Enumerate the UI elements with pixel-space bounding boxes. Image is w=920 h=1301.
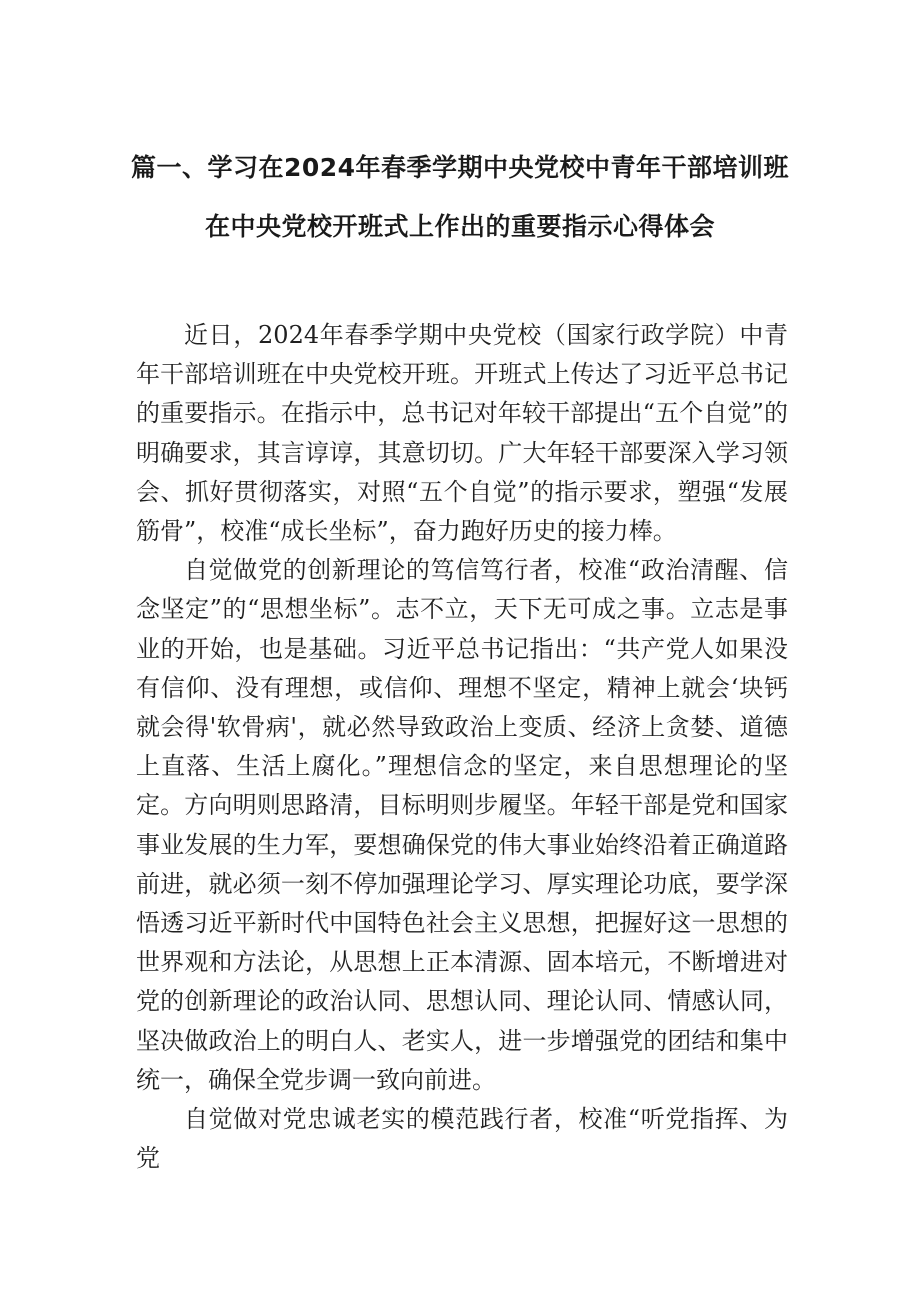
document-body (136, 316, 788, 1178)
body-paragraph: 自觉做对党忠诚老实的模范践行者，校准“听党指挥、为党 (136, 1105, 788, 1173)
document-title-line-2: 在中央党校开班式上作出的重要指示心得体会 (204, 212, 715, 241)
document-title-line-1: 篇一、学习在2024年春季学期中央党校中青年干部培训班 (130, 153, 790, 182)
body-paragraph: 自觉做党的创新理论的笃信笃行者，校准“政治清醒、信念坚定”的“思想坐标”。志不立，天下无可成之事。立志是事业的开始，也是基础。习近平总书记指出：“共产党人如果没有信仰、没有理想，或信仰、理想不坚定，精神上就会‘块钙就会得'软骨病'，就必然导致政治上变质、经济上贪婪、道德上直落、生活上腐化。”理想信念的坚定，来自思想理论的坚定。方向明则思路清，目标明则步履坚。年轻干部是党和国家事业发展的生力军，要想确保党的伟大事业始终沿着正确道路前进，就必须一刻不停加强理论学习、厚实理论功底，要学深悟透习近平新时代中国特色社会主义思想，把握好这一思想的世界观和方法论，从思想上正本清源、固本培元，不断增进对党的创新理论的政治认同、思想认同、理论认同、情感认同，坚决做政治上的明白人、老实人，进一步增强党的团结和集中统一，确保全党步调一致向前进。 (136, 556, 788, 1094)
body-paragraph: 近日，2024年春季学期中央党校（国家行政学院）中青年干部培训班在中央党校开班。开班式上传达了习近平总书记的重要指示。在指示中，总书记对年较干部提出“五个自觉”的明确要求，其言谆谆，其意切切。广大年轻干部要深入学习领会、抓好贯彻落实，对照“五个自觉”的指示要求，塑强“发展筋骨”，校准“成长坐标”，奋力跑好历史的接力棒。 (136, 321, 788, 546)
